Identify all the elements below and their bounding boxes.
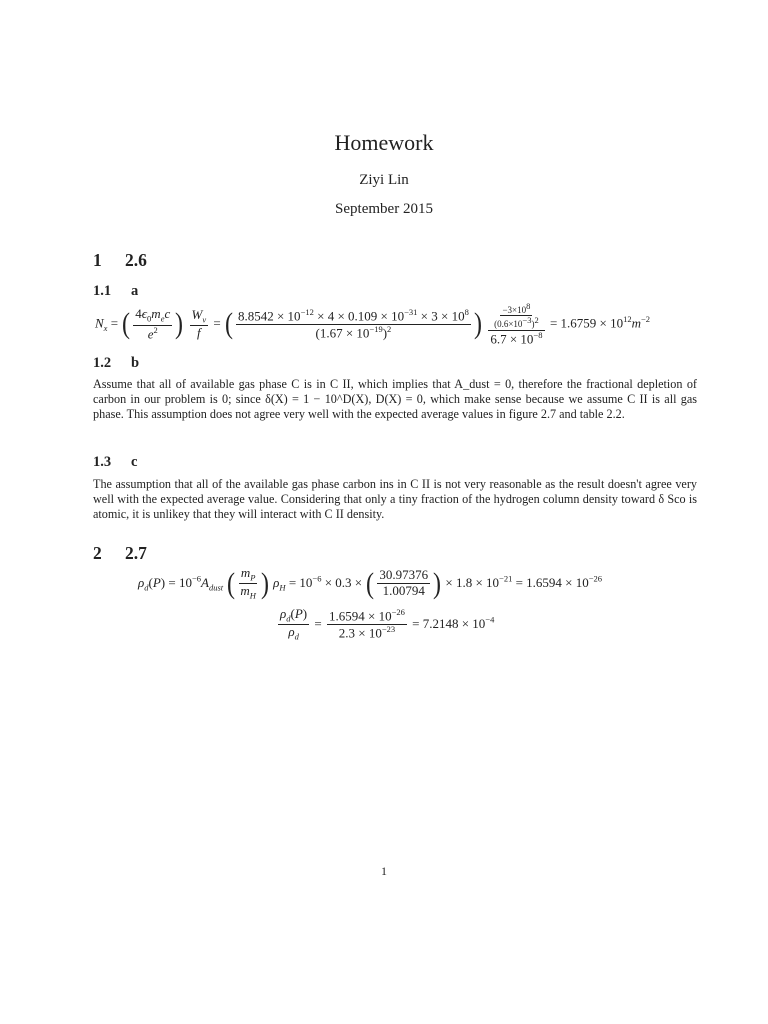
section-2-heading xyxy=(93,543,147,564)
subsection-number: 1.2 xyxy=(93,355,112,371)
subsection-number: 1.1 xyxy=(93,283,112,299)
subsection-title: a xyxy=(131,283,139,299)
section-title: 2.7 xyxy=(125,543,147,563)
subsection-1-1-heading xyxy=(93,283,138,300)
equation-1: $N_x$ = ( $\frac{4\epsilon_0m_ec}{e^2}$ ) $\frac{W_\nu}{f}$ = ( $\frac{8.8542 \times 10^{-12} \times 4 \times 0.109 \times 10^{-31} \times 3 \times 10^8}{(1.67 \times 10^{-19})^2}$ ) $\frac{\frac{-3\times 10^8}{(0.6\times 10^{-3})^2}}{6.7 \times 10^{-8}}$ = $1.6759 \times 10^{12}m^{-2}$ xyxy=(95,301,651,347)
subsection-number: 1.3 xyxy=(93,454,112,470)
page-number: 1 xyxy=(381,864,387,878)
section-title: 2.6 xyxy=(125,250,147,270)
equation-2: $\rho_d(P) = 10^{-6}A_{dust}$ ( $\frac{m_P}{m_H}$ ) $\rho_H = 10^{-6} \times 0.3$ × ( $\frac{30.97376}{1.00794}$ ) × $1.8 \times 10^{-21} = 1.6594 \times 10^{-26}$ xyxy=(138,565,603,601)
document-author: Ziyi Lin xyxy=(359,172,409,188)
equation-3: $\frac{\rho_d(P)}{\rho_d}$ = $\frac{1.6594 \times 10^{-26}}{2.3 \times 10^{-23}}$ = $7.2148 \times 10^{-4}$ xyxy=(280,606,495,642)
document-title: Homework xyxy=(334,130,434,155)
section-number: 2 xyxy=(93,543,102,563)
paragraph-1-3: The assumption that all of the available gas phase carbon ins in C II is not very reasonable as the result doesn't agree very well with the expected average value. Considering that only a tiny fraction of the hydrogen column density toward δ Sco is atomic, it is unlikey that they will interact with C II density. xyxy=(93,477,697,521)
subsection-title: c xyxy=(131,454,138,470)
subsection-title: b xyxy=(131,355,140,371)
subsection-1-3-heading xyxy=(93,454,137,471)
section-1-heading xyxy=(93,250,147,271)
section-number: 1 xyxy=(93,250,102,270)
document-date: September 2015 xyxy=(335,201,433,217)
paragraph-1-2: Assume that all of available gas phase C is in C II, which implies that A_dust = 0, therefore the fractional depletion of carbon in our problem is 0; since δ(X) = 1 − 10^D(X), D(X) = 0, which make sense because we assume C II is all gas phase. This assumption does not agree very well with the expected average values in figure 2.7 and table 2.2. xyxy=(93,377,697,421)
subsection-1-2-heading xyxy=(93,355,139,372)
